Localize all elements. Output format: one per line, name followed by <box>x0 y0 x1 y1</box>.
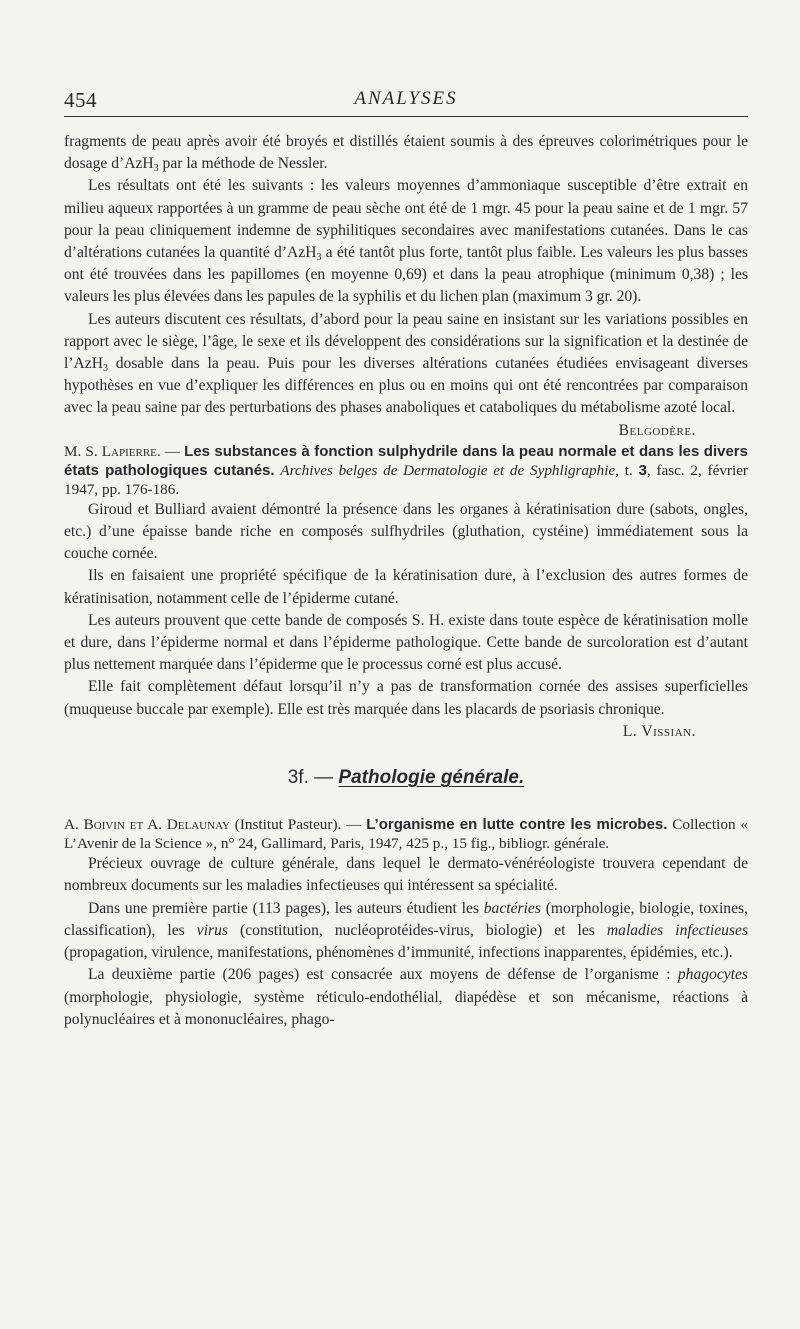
article3-paragraph: La deuxième partie (206 pages) est consacrée aux moyens de défense de l’organisme : phagocytes (morphologie, physiologie, système réticulo-endothélial, diapédèse et son mécanisme, réactions à polynucléaires et à mononucléaires, phago- <box>64 966 748 1028</box>
page-header <box>64 88 748 114</box>
article3-title: L’organisme en lutte contre les microbes. <box>366 816 668 834</box>
article1-paragraph: Les résultats ont été les suivants : les valeurs moyennes d’ammoniaque susceptible d’être extrait en milieu aqueux rapportées à un gramme de peau sèche ont été de 1 mgr. 45 pour la peau saine et de 1 mgr. 57 pour la peau cliniquement indemne de syphilitiques secondaires avec manifestations cutanées. Dans le cas d’altérations cutanées la quantité d’AzH$_3$ a été tantôt plus forte, tantôt plus faible. Les valeurs les plus basses ont été trouvées dans les papillomes (en moyenne 0,69) et dans la peau atrophique (minimum 0,38) ; les valeurs les plus élevées dans les papules de la syphilis et du lichen plan (maximum 3 gr. 20). <box>64 177 748 306</box>
section-heading: 3f. — Pathologie générale. <box>287 767 525 789</box>
article1-paragraph: Les auteurs discutent ces résultats, d’abord pour la peau saine en insistant sur les variations possibles en rapport avec le siège, l’âge, le sexe et ils développent des considérations sur la signification et la destinée de l’AzH$_3$ dosable dans la peau. Puis pour les diverses altérations cutanées étudiées envisageant diverses hypothèses en vue d’expliquer les différences en plus ou en moins qui ont été rencontrées par comparaison avec la peau saine par des perturbations des phases anaboliques et cataboliques du métabolisme azoté local. <box>64 310 748 417</box>
header-rule <box>64 116 748 117</box>
article2-paragraph: Giroud et Bulliard avaient démontré la présence dans les organes à kératinisation dure (sabots, ongles, etc.) d’une épaisse bande riche en composés sulfhydriles (gluthation, cystéine) immédiatement sous la couche cornée. <box>64 500 748 563</box>
article1-paragraph: fragments de peau après avoir été broyés et distillés étaient soumis à des épreuves colorimétriques pour le dosage d’AzH$_3$ par la méthode de Nessler. <box>64 133 748 175</box>
article1-signature: Belgodère. <box>618 421 696 439</box>
article2-reference: M. S. Lapierre. — Les substances à fonction sulphydrile dans la peau normale et dans les divers états pathologiques cutanés. Archives belges de Dermatologie et de Syphligraphie, t. 3, fasc. 2, février 1947, pp. 176-186. <box>64 442 748 498</box>
article3-reference: A. Boivin et A. Delaunay (Institut Pasteur). — L’organisme en lutte contre les microbes. Collection « L’Avenir de la Science », n° 24, Gallimard, Paris, 1947, 425 p., 15 fig., bibliogr. générale. <box>64 816 748 853</box>
article2-paragraph: Les auteurs prouvent que cette bande de composés S. H. existe dans toute espèce de kératinisation molle et dure, dans l’épiderme normal et dans l’épiderme pathologique. Cette bande de surcoloration est d’autant plus nettement marquée dans l’épiderme que le processus corné est plus accusé. <box>64 611 748 674</box>
article2-paragraph: Ils en faisaient une propriété spécifique de la kératinisation dure, à l’exclusion des autres formes de kératinisation, notamment celle de l’épiderme cutané. <box>64 567 748 607</box>
page-number: 454 <box>64 88 97 112</box>
running-title: ANALYSES <box>354 88 458 109</box>
article3-paragraph: Précieux ouvrage de culture générale, dans lequel le dermato-vénéréologiste trouvera cependant de nombreux documents sur les maladies infectieuses qui intéressent sa spécialité. <box>64 855 748 895</box>
page-body <box>64 131 748 1031</box>
article2-title: Les substances à fonction sulphydrile dans la peau normale et dans les divers états pathologiques cutanés. <box>64 442 748 479</box>
article3-paragraph: Dans une première partie (113 pages), les auteurs étudient les bactéries (morphologie, biologie, toxines, classification), les virus (constitution, nucléoprotéides-virus, biologie) et les maladies infectieuses (propagation, virulence, manifestations, phénomènes d’immunité, infections inapparentes, épidémies, etc.). <box>64 899 749 962</box>
article2-paragraph: Elle fait complètement défaut lorsqu’il n’y a pas de transformation cornée des assises superficielles (muqueuse buccale par exemple). Elle est très marquée dans les placards de psoriasis chronique. <box>64 678 748 718</box>
article2-signature: L. Vissian. <box>622 722 696 740</box>
